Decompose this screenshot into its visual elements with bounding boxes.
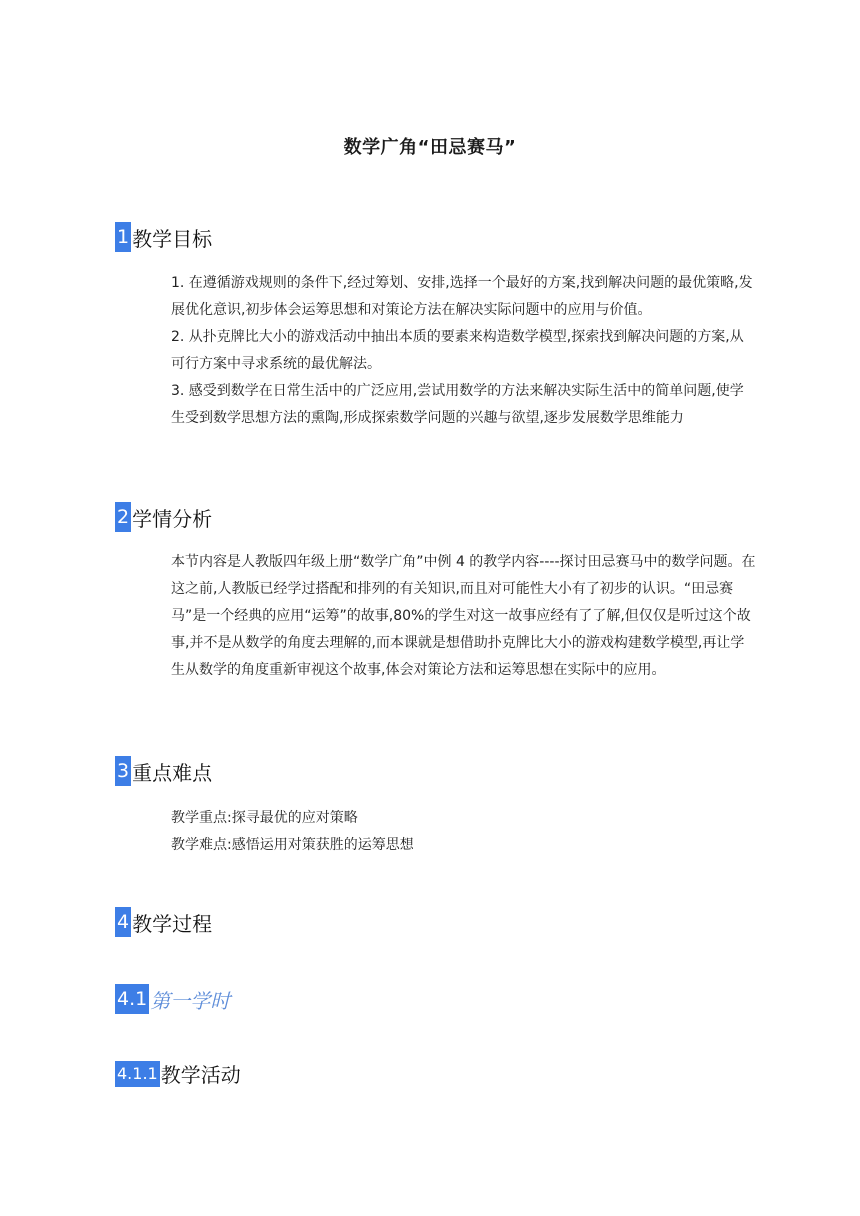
goal-item: 1. 在遵循游戏规则的条件下,经过筹划、安排,选择一个最好的方案,找到解决问题的最优策略,发展优化意识,初步体会运筹思想和对策论方法在解决实际问题中的应用与价值。 <box>171 275 753 318</box>
subsubsection-title: 教学活动 <box>160 1063 241 1087</box>
student-analysis-text <box>171 549 756 684</box>
difficulty-line: 教学难点:感悟运用对策获胜的运筹思想 <box>171 837 414 853</box>
section-number: 4 <box>115 907 131 937</box>
goal-item: 3. 感受到数学在日常生活中的广泛应用,尝试用数学的方法来解决实际生活中的简单问题,使学生受到数学思想方法的熏陶,形成探索数学问题的兴趣与欲望,逐步发展数学思维能力 <box>171 383 744 426</box>
section-heading-key-points <box>115 756 212 786</box>
section-title: 教学过程 <box>132 911 213 936</box>
section-number: 3 <box>115 756 131 786</box>
teaching-goals-list <box>171 270 756 432</box>
subsubsection-number: 4.1.1 <box>115 1061 160 1087</box>
section-number: 2 <box>115 502 131 532</box>
section-heading-teaching-goals <box>115 222 212 252</box>
section-title: 教学目标 <box>132 226 213 251</box>
subsection-heading-first-period <box>115 984 230 1014</box>
section-heading-student-analysis <box>115 502 212 532</box>
section-title: 重点难点 <box>132 760 213 785</box>
subsection-number: 4.1 <box>115 984 149 1014</box>
section-heading-teaching-process <box>115 907 212 937</box>
key-point-line: 教学重点:探寻最优的应对策略 <box>171 810 358 826</box>
goal-item: 2. 从扑克牌比大小的游戏活动中抽出本质的要素来构造数学模型,探索找到解决问题的方案,从可行方案中寻求系统的最优解法。 <box>171 329 744 372</box>
key-points-list <box>171 805 756 859</box>
section-number: 1 <box>115 222 131 252</box>
section-title: 学情分析 <box>132 506 213 531</box>
document-title: 数学广角“田忌赛马” <box>343 137 517 158</box>
subsection-title: 第一学时 <box>150 988 231 1013</box>
subsubsection-heading-teaching-activities <box>115 1059 241 1088</box>
analysis-paragraph: 本节内容是人教版四年级上册“数学广角”中例 4 的教学内容----探讨田忌赛马中的数学问题。在这之前,人教版已经学过搭配和排列的有关知识,而且对可能性大小有了初步的认识。“田忌赛马”是一个经典的应用“运筹”的故事,80%的学生对这一故事应经有了了解,但仅仅是听过这个故事,并不是从数学的角度去理解的,而本课就是想借助扑克牌比大小的游戏构建数学模型,再让学生从数学的角度重新审视这个故事,体会对策论方法和运筹思想在实际中的应用。 <box>171 554 756 678</box>
